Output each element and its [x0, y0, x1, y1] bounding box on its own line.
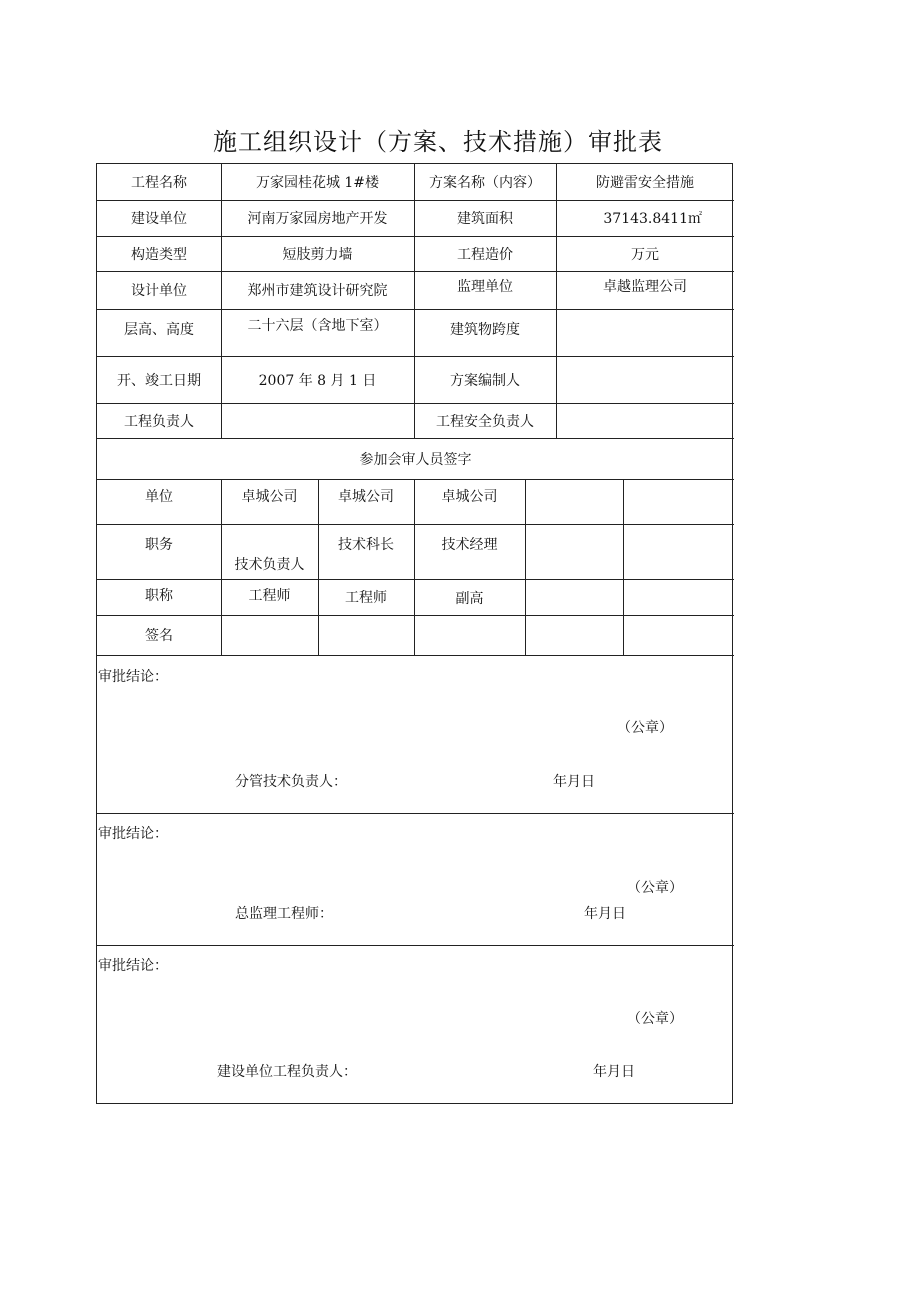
approval-signer: 分管技术负责人：	[235, 774, 347, 790]
row-divider	[97, 655, 734, 656]
approval-conclusion-label: 审批结论：	[98, 826, 168, 842]
signatures-header: 参加会审人员签字	[359, 451, 472, 468]
rank-cell: 副高	[455, 591, 484, 607]
safety-value	[556, 403, 734, 438]
approval-conclusion-label: 审批结论：	[98, 669, 168, 685]
unit-cell	[525, 479, 623, 524]
cost-label: 工程造价	[457, 246, 513, 263]
unit-cell: 卓城公司	[241, 489, 298, 505]
structure-label: 构造类型	[131, 246, 187, 263]
designer-value: 郑州市建筑设计研究院	[247, 283, 388, 299]
approval-date: 年月日	[584, 906, 626, 922]
designer-label: 设计单位	[131, 283, 187, 299]
unit-cell: 卓城公司	[441, 489, 498, 505]
area-value: 37143.8411㎡	[603, 211, 702, 227]
supervisor-label: 监理单位	[457, 279, 513, 295]
plan-name-value: 防避雷安全措施	[596, 175, 694, 191]
supervisor-value: 卓越监理公司	[603, 279, 687, 295]
span-label: 建筑物跨度	[450, 322, 520, 338]
approval-date: 年月日	[553, 774, 595, 790]
duty-cell: 技术负责人	[234, 557, 305, 573]
official-seal: （公章）	[627, 1011, 683, 1027]
form-title: 施工组织设计（方案、技术措施）审批表	[213, 128, 663, 156]
plan-name-label: 方案名称（内容）	[429, 175, 541, 191]
unit-cell	[623, 479, 734, 524]
approval-conclusion-label: 审批结论：	[98, 958, 168, 974]
duty-cell: 技术经理	[441, 537, 498, 553]
rank-cell: 工程师	[248, 588, 291, 604]
rank-label: 职称	[145, 588, 173, 604]
official-seal: （公章）	[627, 880, 683, 896]
structure-value: 短肢剪力墙	[282, 246, 353, 263]
dates-label: 开、竣工日期	[117, 373, 201, 389]
project-name-label: 工程名称	[131, 175, 187, 191]
compiler-value	[556, 356, 734, 403]
rank-cell	[525, 579, 623, 615]
height-value: 二十六层（含地下室）	[247, 318, 388, 334]
manager-value	[221, 403, 414, 438]
duty-cell	[623, 524, 734, 579]
span-value	[556, 309, 734, 356]
approval-signer: 总监理工程师：	[235, 906, 333, 922]
unit-label: 单位	[145, 489, 173, 505]
duty-label: 职务	[145, 537, 173, 553]
sign-label: 签名	[145, 628, 173, 644]
approval-form-table	[96, 163, 733, 1104]
approval-signer: 建设单位工程负责人：	[217, 1064, 357, 1080]
cost-value: 万元	[631, 246, 659, 263]
safety-label: 工程安全负责人	[436, 413, 534, 430]
row-divider	[97, 945, 734, 946]
manager-label: 工程负责人	[124, 413, 194, 430]
unit-cell: 卓城公司	[338, 489, 394, 505]
builder-value: 河南万家园房地产开发	[247, 211, 388, 227]
builder-label: 建设单位	[131, 211, 187, 227]
project-name-value: 万家园桂花城 1#楼	[255, 175, 380, 191]
height-label: 层高、高度	[124, 322, 194, 338]
rank-cell	[623, 579, 734, 615]
dates-value: 2007 年 8 月 1 日	[258, 373, 377, 389]
official-seal: （公章）	[617, 720, 673, 736]
duty-cell	[525, 524, 623, 579]
rank-cell: 工程师	[345, 590, 387, 606]
compiler-label: 方案编制人	[450, 373, 520, 389]
duty-cell: 技术科长	[338, 537, 394, 553]
approval-date: 年月日	[593, 1064, 635, 1080]
area-label: 建筑面积	[457, 211, 513, 227]
row-divider	[97, 813, 734, 814]
